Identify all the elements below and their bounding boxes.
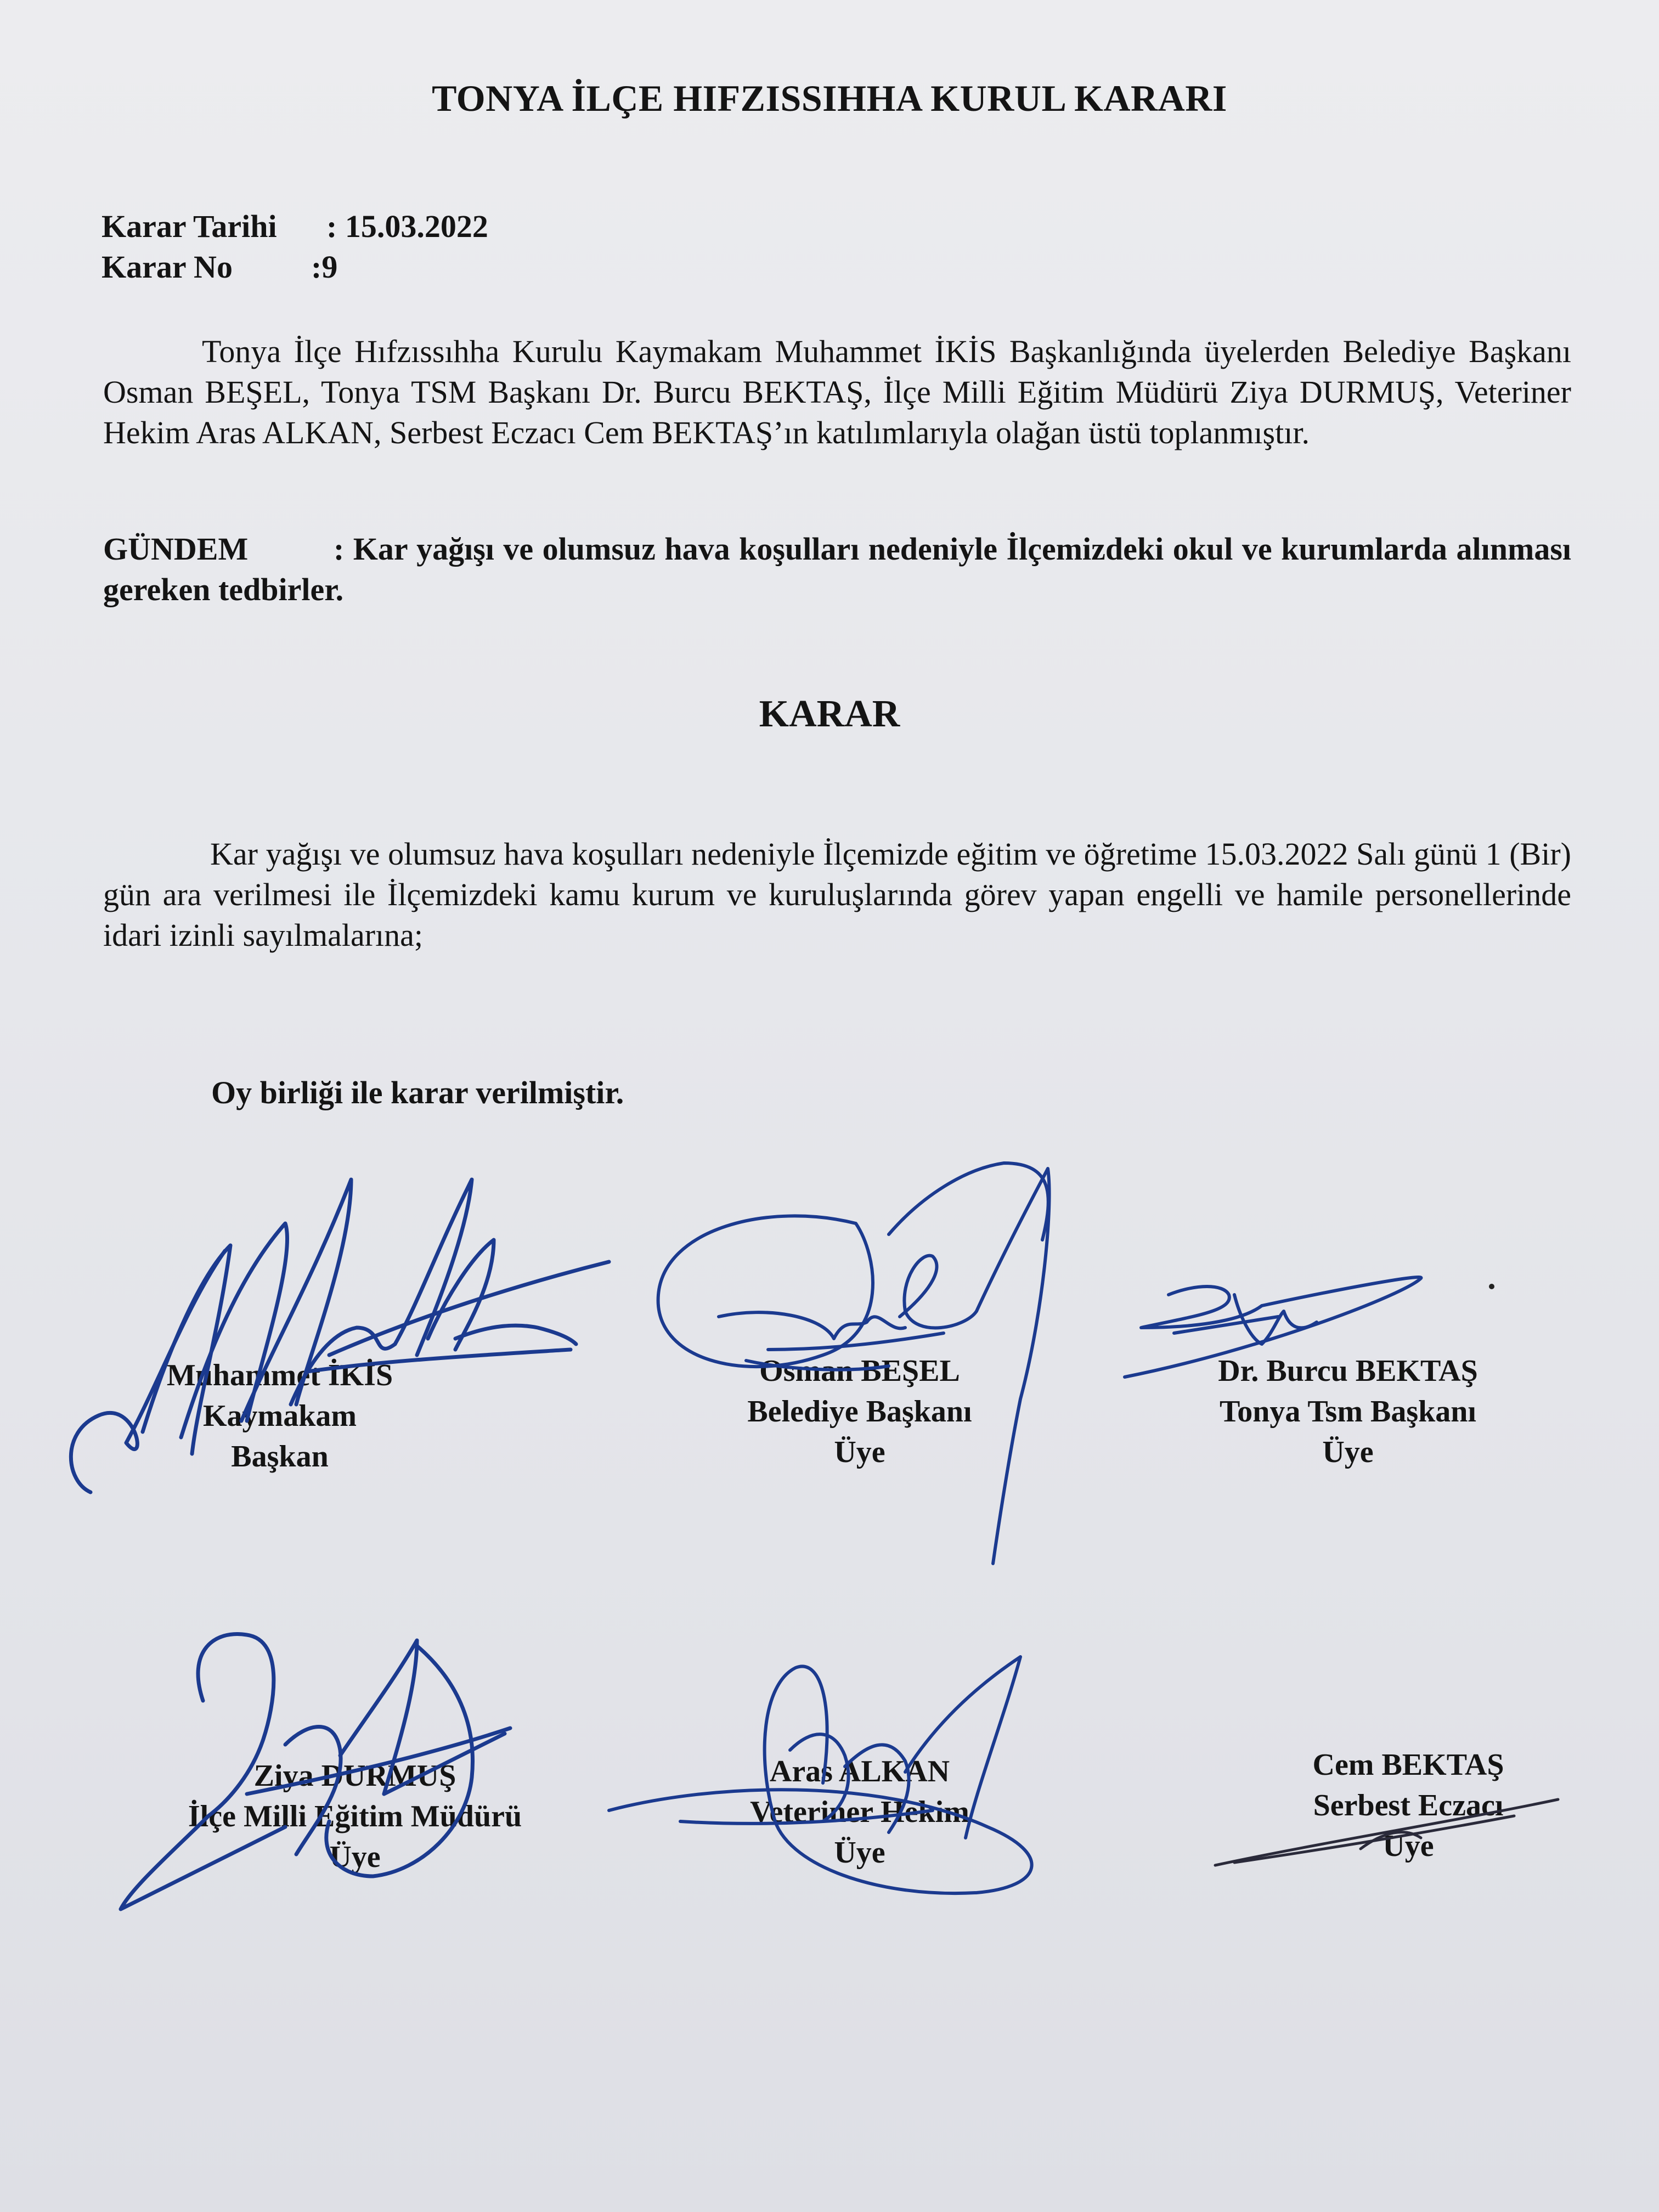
- agenda-text: : Kar yağışı ve olumsuz hava koşulları nedeniyle İlçemizdeki okul ve kurumlarda alınması gereken tedbirler.: [103, 531, 1571, 607]
- signatory-role: Üye: [834, 1836, 885, 1870]
- agenda: [103, 529, 1571, 610]
- decision-heading: KARAR: [759, 693, 900, 735]
- document-title: TONYA İLÇE HIFZISSIHHA KURUL KARARI: [432, 77, 1227, 119]
- intro-paragraph-text: Tonya İlçe Hıfzıssıhha Kurulu Kaymakam Muhammet İKİS Başkanlığında üyelerden Belediye Başkanı Osman BEŞEL, Tonya TSM Başkanı Dr. Burcu BEKTAŞ, İlçe Milli Eğitim Müdürü Ziya DURMUŞ, Veteriner Hekim Aras ALKAN, Serbest Eczacı Cem BEKTAŞ’ın katılımlarıyla olağan üstü toplanmıştır.: [103, 334, 1571, 450]
- signatory-name: Ziya DURMUŞ: [253, 1759, 456, 1793]
- signatory-title: Serbest Eczacı: [1313, 1788, 1504, 1822]
- signatory-role: Üye: [329, 1840, 381, 1874]
- signatory-1: [33, 1355, 527, 1477]
- signatory-6: [1161, 1745, 1655, 1866]
- decision-no-row: [101, 247, 337, 287]
- signatory-name: Cem BEKTAŞ: [1312, 1748, 1504, 1782]
- vote-statement: Oy birliği ile karar verilmiştir.: [211, 1075, 624, 1110]
- signatory-title: Tonya Tsm Başkanı: [1220, 1395, 1476, 1429]
- signatory-title: Veteriner Hekim: [750, 1795, 969, 1829]
- decision-no-value: :9: [311, 249, 338, 285]
- signatory-5: [613, 1751, 1107, 1873]
- signatory-role: Üye: [1322, 1435, 1374, 1469]
- decision-date-value: : 15.03.2022: [326, 208, 488, 244]
- decision-date-row: [101, 206, 488, 247]
- ink-dot: [1489, 1284, 1494, 1289]
- signatory-title: İlçe Milli Eğitim Müdürü: [188, 1799, 522, 1833]
- decision-date-label: Karar Tarihi: [101, 208, 277, 244]
- signatory-title: Kaymakam: [203, 1399, 357, 1433]
- signatory-name: Dr. Burcu BEKTAŞ: [1218, 1354, 1478, 1388]
- decision-paragraph: [103, 834, 1571, 956]
- signatory-4: [108, 1756, 602, 1877]
- signatory-role: Üye: [1383, 1829, 1434, 1863]
- decision-paragraph-text: Kar yağışı ve olumsuz hava koşulları nedeniyle İlçemizde eğitim ve öğretime 15.03.2022 Salı günü 1 (Bir) gün ara verilmesi ile İlçemizdeki kamu kurum ve kuruluşlarında görev yapan engelli ve hamile personellerinde idari izinli sayılmalarına;: [103, 836, 1571, 953]
- signatory-role: Üye: [834, 1435, 885, 1469]
- signatory-title: Belediye Başkanı: [747, 1395, 972, 1429]
- decision-no-label: Karar No: [101, 249, 233, 285]
- signatory-name: Aras ALKAN: [769, 1754, 950, 1788]
- agenda-label: GÜNDEM: [103, 531, 249, 567]
- signatory-role: Başkan: [231, 1440, 329, 1474]
- signatory-name: Osman BEŞEL: [759, 1354, 960, 1388]
- signatory-name: Muhammet İKİS: [166, 1358, 393, 1392]
- intro-paragraph: [103, 331, 1571, 453]
- signatory-3: [1101, 1351, 1595, 1472]
- signatory-2: [613, 1351, 1107, 1472]
